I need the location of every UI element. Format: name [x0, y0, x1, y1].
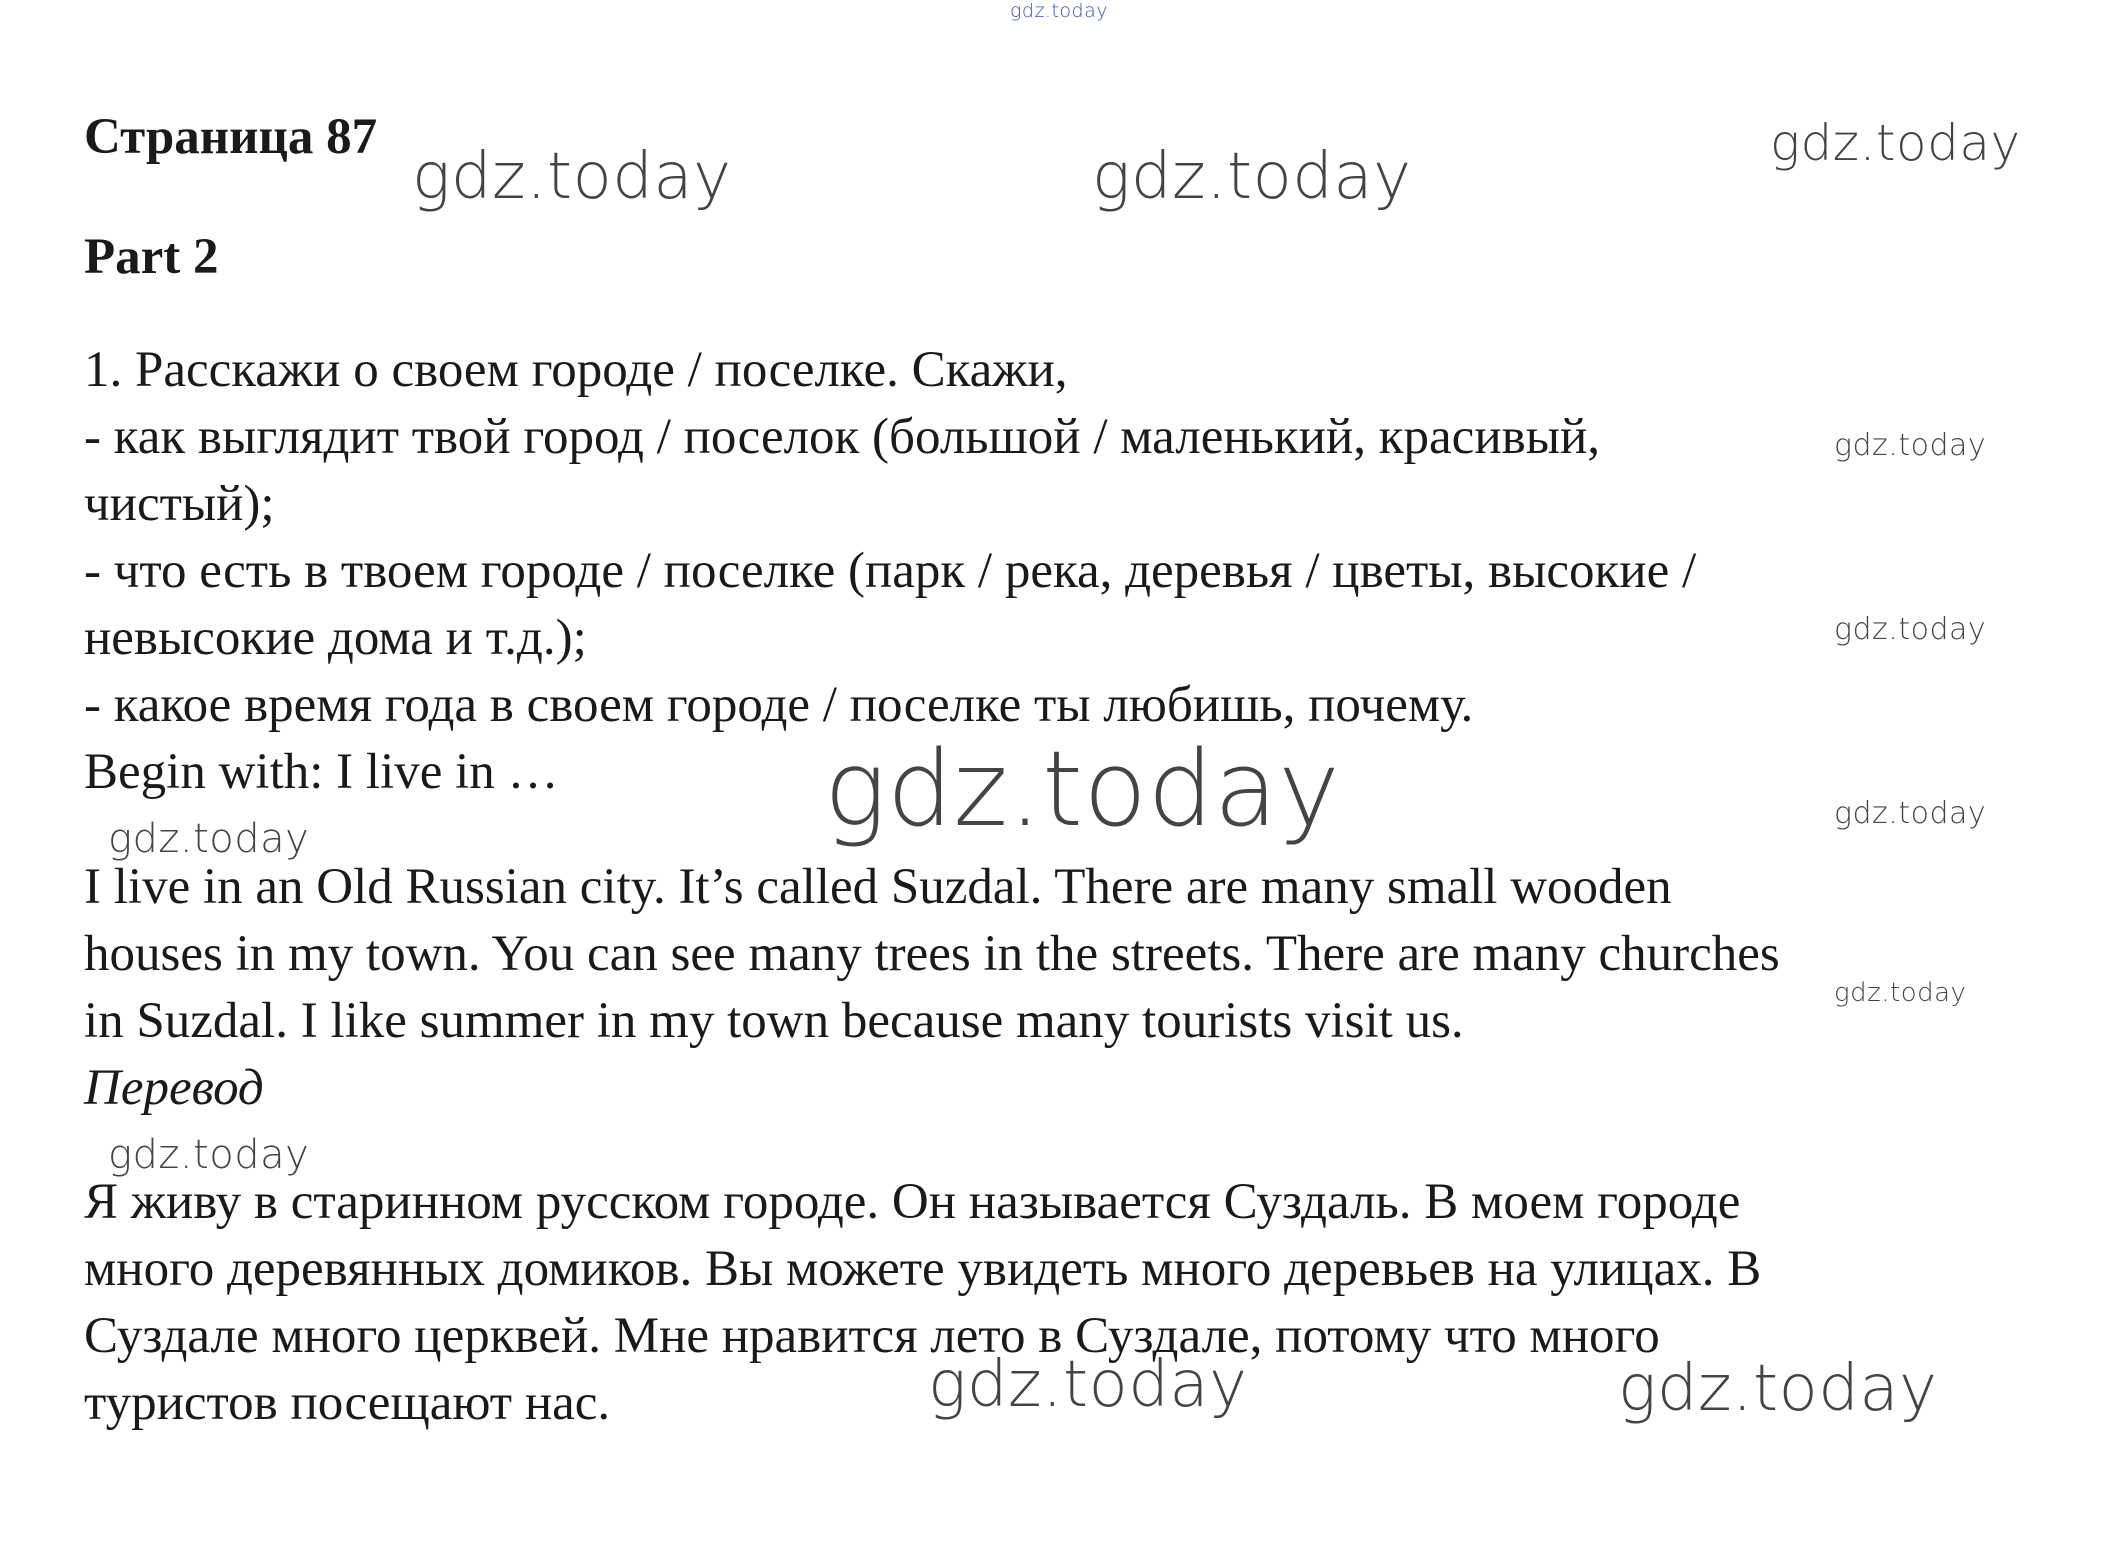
- watermark: gdz.today: [1834, 612, 1987, 647]
- part-title: Part 2: [84, 229, 219, 285]
- watermark: gdz.today: [1834, 428, 1987, 463]
- translation-line-3: Суздале много церквей. Мне нравится лето в Суздале, потому что много: [84, 1308, 1660, 1364]
- translation-line-1: Я живу в старинном русском городе. Он называется Суздаль. В моем городе: [84, 1174, 1741, 1230]
- task-line-6: - какое время года в своем городе / поселке ты любишь, почему.: [84, 677, 1474, 733]
- watermark: gdz.today: [928, 1348, 1248, 1422]
- task-line-2: - как выглядит твой город / поселок (большой / маленький, красивый,: [84, 409, 1601, 465]
- answer-line-2: houses in my town. You can see many trees in the streets. There are many churches: [84, 926, 1780, 982]
- page-title: Страница 87: [84, 109, 378, 165]
- task-line-1: 1. Расскажи о своем городе / поселке. Скажи,: [84, 342, 1068, 398]
- answer-line-3: in Suzdal. I like summer in my town because many tourists visit us.: [84, 993, 1464, 1049]
- task-line-5: невысокие дома и т.д.);: [84, 610, 587, 666]
- task-line-4: - что есть в твоем городе / поселке (парк / река, деревья / цветы, высокие /: [84, 543, 1697, 599]
- watermark: gdz.today: [1092, 140, 1412, 214]
- watermark: gdz.today: [1010, 0, 1108, 22]
- watermark: gdz.today: [412, 140, 732, 214]
- translation-line-2: много деревянных домиков. Вы можете увидеть много деревьев на улицах. В: [84, 1241, 1762, 1297]
- watermark: gdz.today: [1770, 114, 2021, 172]
- task-line-7: Begin with: I live in …: [84, 744, 559, 800]
- task-line-3: чистый);: [84, 476, 275, 532]
- answer-line-1: I live in an Old Russian city. It’s called Suzdal. There are many small wooden: [84, 859, 1672, 915]
- watermark: gdz.today: [824, 728, 1341, 850]
- watermark: gdz.today: [1834, 978, 1967, 1008]
- watermark: gdz.today: [108, 816, 310, 862]
- translation-line-4: туристов посещают нас.: [84, 1375, 611, 1431]
- watermark: gdz.today: [108, 1132, 310, 1178]
- translation-label: Перевод: [84, 1060, 264, 1116]
- watermark: gdz.today: [1834, 796, 1987, 831]
- watermark: gdz.today: [1618, 1352, 1938, 1426]
